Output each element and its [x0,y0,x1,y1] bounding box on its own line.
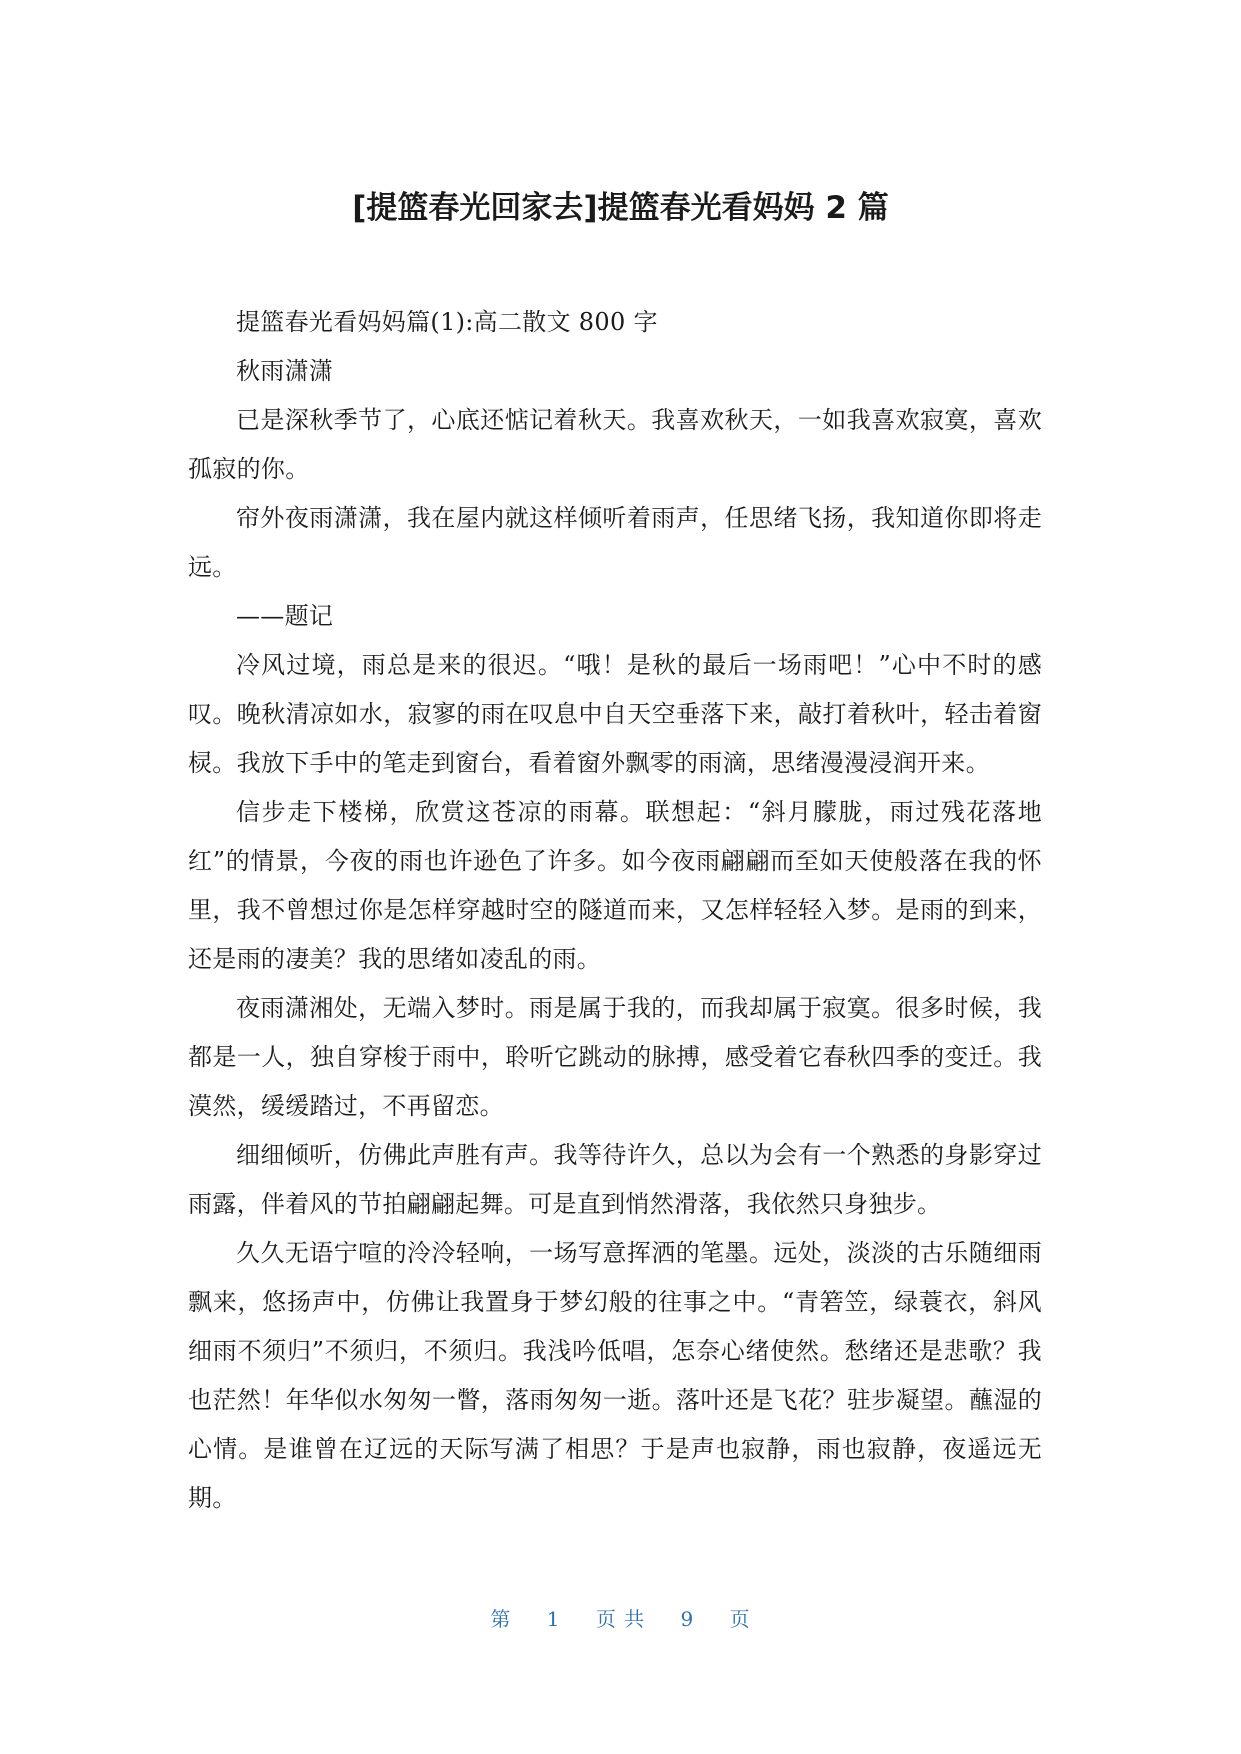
section-heading: 提篮春光看妈妈篇(1):高二散文 800 字 [236,308,658,336]
footer-current-page: 1 [546,1607,561,1631]
paragraph: 冷风过境，雨总是来的很迟。“哦！是秋的最后一场雨吧！”心中不时的感叹。晚秋清凉如水，寂寥的雨在叹息中自天空垂落下来，敲打着秋叶，轻击着窗棂。我放下手中的笔走到窗台，看着窗外飘零的雨滴，思绪漫漫浸润开来。 [188,651,1042,777]
essay-title: 秋雨潇潇 [236,357,334,385]
footer-suffix: 页 [729,1607,751,1631]
paragraph: 夜雨潇湘处，无端入梦时。雨是属于我的，而我却属于寂寞。很多时候，我都是一人，独自穿梭于雨中，聆听它跳动的脉搏，感受着它春秋四季的变迁。我漠然，缓缓踏过，不再留恋。 [188,994,1042,1120]
paragraph: 久久无语宁喧的泠泠轻响，一场写意挥洒的笔墨。远处，淡淡的古乐随细雨飘来，悠扬声中，仿佛让我置身于梦幻般的往事之中。“青箬笠，绿蓑衣，斜风细雨不须归”不须归，不须归。我浅吟低唱，怎奈心绪使然。愁绪还是悲歌？我也茫然！年华似水匆匆一瞥，落雨匆匆一逝。落叶还是飞花？驻步凝望。蘸湿的心情。是谁曾在辽远的天际写满了相思？于是声也寂静，雨也寂静，夜遥远无期。 [188,1239,1042,1512]
document-body [188,298,1042,1523]
paragraph: 已是深秋季节了，心底还惦记着秋天。我喜欢秋天，一如我喜欢寂寞，喜欢孤寂的你。 [188,406,1042,483]
footer-middle: 页 共 [595,1607,646,1631]
document-title: [提篮春光回家去]提篮春光看妈妈 2 篇 [352,190,889,226]
footer-prefix: 第 [490,1607,512,1631]
paragraph: 帘外夜雨潇潇，我在屋内就这样倾听着雨声，任思绪飞扬，我知道你即将走远。 [188,504,1042,581]
epigraph-attribution: ——题记 [236,602,334,630]
footer-total-pages: 9 [680,1607,695,1631]
page-footer [0,1603,1241,1632]
paragraph: 细细倾听，仿佛此声胜有声。我等待许久，总以为会有一个熟悉的身影穿过雨露，伴着风的节拍翩翩起舞。可是直到悄然滑落，我依然只身独步。 [188,1141,1042,1218]
paragraph: 信步走下楼梯，欣赏这苍凉的雨幕。联想起：“斜月朦胧，雨过残花落地红”的情景，今夜的雨也许逊色了许多。如今夜雨翩翩而至如天使般落在我的怀里，我不曾想过你是怎样穿越时空的隧道而来，又怎样轻轻入梦。是雨的到来，还是雨的凄美？我的思绪如凌乱的雨。 [188,798,1042,973]
